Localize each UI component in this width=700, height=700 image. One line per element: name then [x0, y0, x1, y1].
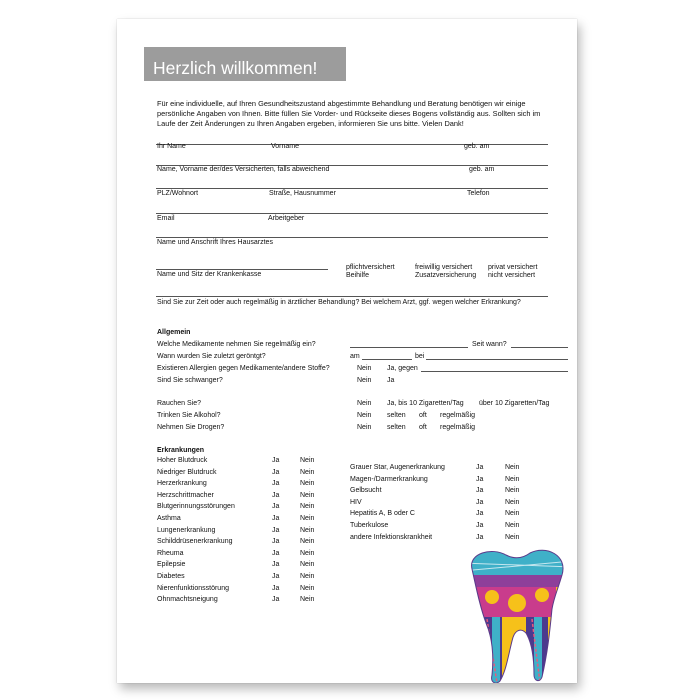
pflicht-option[interactable]: pflichtversichert [346, 264, 395, 271]
schwanger-nein[interactable]: Nein [357, 377, 372, 384]
disease-ja-option[interactable]: Ja [476, 464, 484, 471]
disease-label: Schilddrüsenerkrankung [157, 538, 233, 546]
disease-label: Rheuma [157, 549, 184, 557]
freiwillig-option[interactable]: freiwillig versichert [415, 264, 473, 271]
hausarzt-label: Name und Anschrift Ihres Hausarztes [157, 239, 273, 246]
disease-nein-option[interactable]: Nein [300, 538, 315, 546]
drogen-regelmaessig[interactable]: regelmäßig [440, 424, 476, 431]
disease-nein-option[interactable]: Nein [300, 491, 315, 499]
alkohol-regelmaessig[interactable]: regelmäßig [440, 412, 476, 419]
alkohol-nein[interactable]: Nein [357, 412, 372, 419]
disease-label: Magen-/Darmerkrankung [350, 475, 428, 483]
kasse-line[interactable] [156, 269, 328, 270]
disease-ja-option[interactable]: Ja [272, 538, 280, 546]
disease-label: Nierenfunktionsstörung [157, 584, 229, 592]
privat-option[interactable]: privat versichert [488, 264, 538, 271]
alkohol-oft[interactable]: oft [419, 412, 427, 419]
disease-nein-option[interactable]: Nein [300, 457, 315, 464]
tooth-illustration-icon [462, 547, 572, 683]
disease-ja-option[interactable]: Ja [272, 480, 280, 488]
disease-ja-option[interactable]: Ja [476, 522, 484, 529]
allergie-line[interactable] [421, 371, 568, 372]
alkohol-selten[interactable]: selten [387, 412, 406, 419]
geb-label: geb. am [464, 143, 490, 150]
disease-label: Diabetes [157, 573, 185, 580]
disease-ja-option[interactable]: Ja [272, 561, 280, 569]
insured-label: Name, Vorname der/des Versicherten, falls abweichend [157, 166, 330, 173]
rauchen-nein[interactable]: Nein [357, 400, 372, 407]
allergie-nein[interactable]: Nein [357, 365, 372, 372]
am-label: am [350, 353, 360, 360]
disease-label: Asthma [157, 515, 181, 522]
disease-ja-option[interactable]: Ja [272, 503, 280, 511]
disease-ja-option[interactable]: Ja [272, 573, 280, 580]
disease-nein-option[interactable]: Nein [300, 596, 315, 604]
rauchen-ueber[interactable]: über 10 Zigaretten/Tag [479, 400, 550, 407]
disease-ja-option[interactable]: Ja [272, 596, 280, 604]
disease-nein-option[interactable]: Nein [300, 503, 315, 511]
drogen-nein[interactable]: Nein [357, 424, 372, 431]
disease-nein-option[interactable]: Nein [505, 533, 520, 541]
allergie-question: Existieren Allergien gegen Medikamente/andere Stoffe? [157, 365, 330, 372]
disease-ja-option[interactable]: Ja [272, 584, 280, 592]
disease-label: Herzerkrankung [157, 480, 207, 488]
disease-nein-option[interactable]: Nein [505, 510, 520, 518]
disease-nein-option[interactable]: Nein [300, 561, 315, 569]
plz-label: PLZ/Wohnort [157, 190, 199, 197]
disease-label: Blutgerinnungsstörungen [157, 503, 235, 511]
page-title: Herzlich willkommen! [153, 58, 318, 78]
disease-label: HIV [350, 498, 362, 506]
disease-nein-option[interactable]: Nein [505, 464, 520, 471]
allergie-ja[interactable]: Ja, gegen [387, 365, 418, 372]
bei-label: bei [415, 353, 425, 360]
email-line[interactable] [156, 213, 548, 214]
intro-text: Für eine individuelle, auf Ihren Gesundheitszustand abgestimmte Behandlung und Beratung benötigen wir einige persönliche Angaben von Ihnen. Bitte füllen Sie Vorder- und Rückseite dieses Bogens vollständig aus. Sollten sich im Laufe der Zeit Änderungen zu Ihren Angaben ergeben, informieren Sie uns bitte. Vielen Dank! [157, 99, 541, 128]
disease-label: Tuberkulose [350, 522, 389, 529]
disease-ja-option[interactable]: Ja [272, 515, 280, 522]
disease-nein-option[interactable]: Nein [505, 522, 520, 529]
disease-ja-option[interactable]: Ja [272, 468, 280, 476]
disease-nein-option[interactable]: Nein [300, 584, 315, 592]
medikamente-question: Welche Medikamente nehmen Sie regelmäßig ein? [157, 341, 316, 348]
disease-label: Niedriger Blutdruck [157, 468, 217, 476]
drogen-oft[interactable]: oft [419, 424, 427, 431]
strasse-label: Straße, Hausnummer [269, 190, 336, 197]
zusatz-option[interactable]: Zusatzversicherung [415, 272, 477, 279]
alkohol-question: Trinken Sie Alkohol? [157, 412, 221, 419]
disease-ja-option[interactable]: Ja [272, 457, 280, 464]
behandlung-label: Sind Sie zur Zeit oder auch regelmäßig in ärztlicher Behandlung? Bei welchem Arzt, ggf. wegen welcher Erkrankung? [157, 299, 521, 306]
insured-geb-label: geb. am [469, 166, 495, 173]
schwanger-ja[interactable]: Ja [387, 377, 395, 384]
kasse-label: Name und Sitz der Krankenkasse [157, 271, 262, 278]
disease-nein-option[interactable]: Nein [505, 498, 520, 506]
disease-label: Ohnmachtsneigung [157, 596, 218, 604]
erkrankungen-heading: Erkrankungen [157, 447, 205, 454]
disease-ja-option[interactable]: Ja [476, 487, 484, 495]
disease-label: Grauer Star, Augenerkrankung [350, 464, 445, 471]
medikamente-line[interactable] [350, 347, 468, 348]
disease-ja-option[interactable]: Ja [272, 526, 280, 534]
disease-nein-option[interactable]: Nein [300, 573, 315, 580]
bei-line[interactable] [426, 359, 568, 360]
behandlung-line[interactable] [156, 296, 548, 297]
roentgen-question: Wann wurden Sie zuletzt geröntgt? [157, 353, 266, 360]
email-label: Email [157, 215, 175, 222]
disease-nein-option[interactable]: Nein [505, 487, 520, 495]
schwanger-question: Sind Sie schwanger? [157, 377, 223, 384]
seit-label: Seit wann? [472, 341, 507, 348]
disease-ja-option[interactable]: Ja [476, 510, 484, 518]
rauchen-question: Rauchen Sie? [157, 400, 201, 407]
disease-label: Epilepsie [157, 561, 186, 569]
title-banner [144, 47, 346, 81]
disease-nein-option[interactable]: Nein [300, 515, 315, 522]
disease-nein-option[interactable]: Nein [300, 480, 315, 488]
disease-ja-option[interactable]: Ja [272, 491, 280, 499]
seit-line[interactable] [511, 347, 568, 348]
disease-ja-option[interactable]: Ja [272, 549, 280, 557]
hausarzt-line[interactable] [156, 237, 548, 238]
disease-label: Gelbsucht [350, 487, 382, 495]
form-sheet [117, 19, 577, 683]
disease-ja-option[interactable]: Ja [476, 498, 484, 506]
disease-label: Hoher Blutdruck [157, 457, 208, 464]
name-label: Ihr Name [157, 143, 186, 150]
arbeitgeber-label: Arbeitgeber [268, 215, 305, 222]
disease-label: andere Infektionskrankheit [350, 533, 433, 541]
drogen-selten[interactable]: selten [387, 424, 406, 431]
disease-label: Hepatitis A, B oder C [350, 510, 415, 518]
beihilfe-option[interactable]: Beihilfe [346, 272, 369, 279]
disease-nein-option[interactable]: Nein [300, 468, 315, 476]
rauchen-ja[interactable]: Ja, bis 10 Zigaretten/Tag [387, 400, 464, 407]
vorname-label: Vorname [271, 143, 300, 150]
drogen-question: Nehmen Sie Drogen? [157, 424, 225, 431]
telefon-label: Telefon [467, 190, 490, 197]
disease-ja-option[interactable]: Ja [476, 475, 484, 483]
disease-label: Lungenerkrankung [157, 526, 216, 534]
disease-nein-option[interactable]: Nein [300, 526, 315, 534]
nicht-versichert-option[interactable]: nicht versichert [488, 272, 536, 279]
allgemein-heading: Allgemein [157, 329, 191, 336]
address-line[interactable] [156, 188, 548, 189]
disease-label: Herzschrittmacher [157, 491, 214, 499]
disease-nein-option[interactable]: Nein [505, 475, 520, 483]
am-line[interactable] [362, 359, 412, 360]
disease-nein-option[interactable]: Nein [300, 549, 315, 557]
disease-ja-option[interactable]: Ja [476, 533, 484, 541]
